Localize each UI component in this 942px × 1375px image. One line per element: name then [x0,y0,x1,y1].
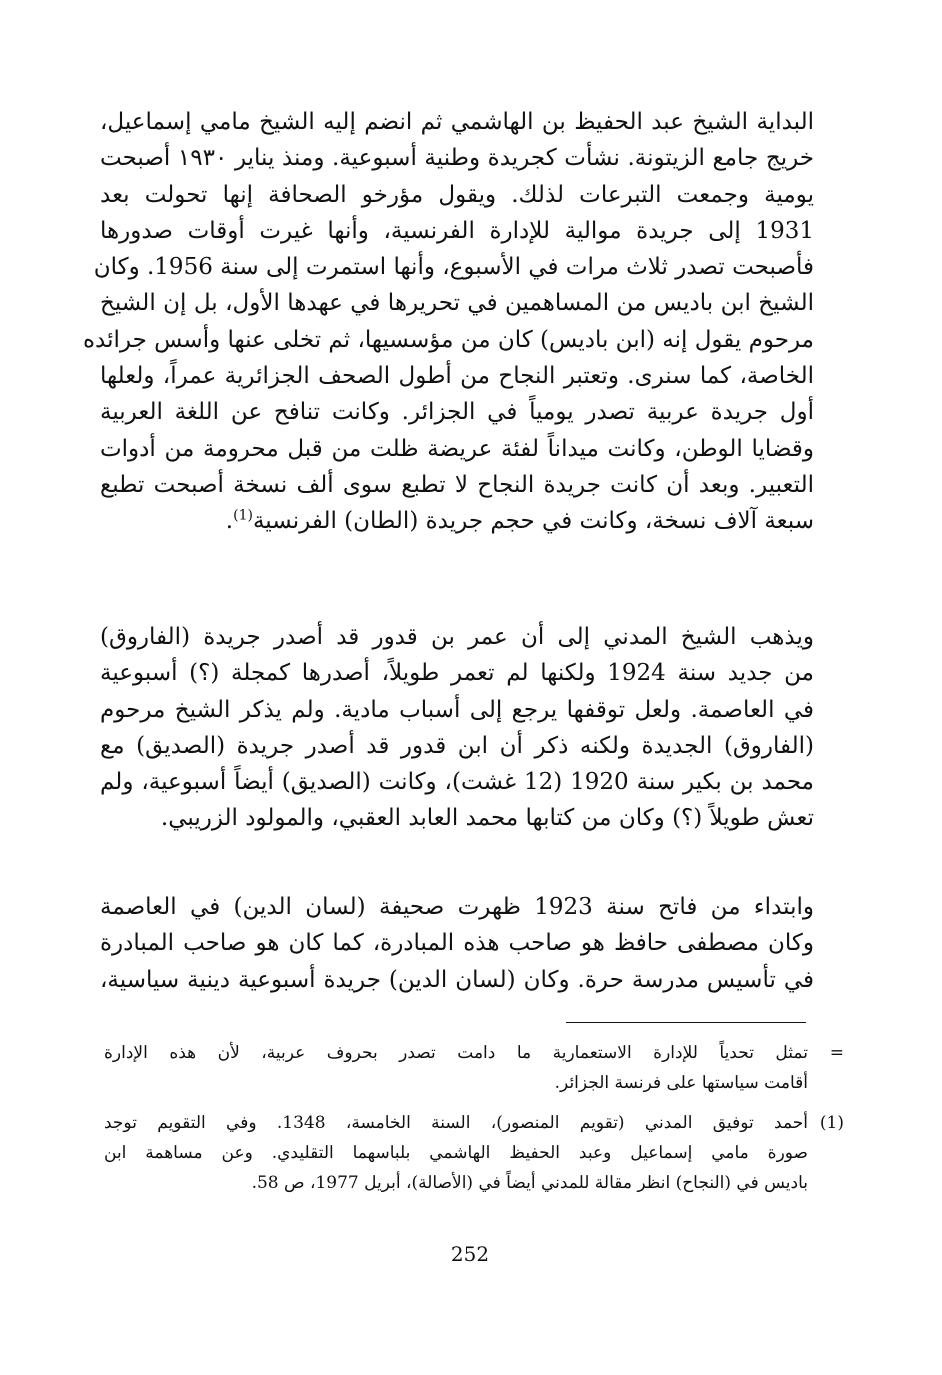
footnote-separator [566,1022,806,1023]
text-line: الخاصة، كما سنرى. وتعتبر النجاح من أطول الصحف الجزائرية عمراً، ولعلها [100,363,814,390]
footnote-line: صورة مامي إسماعيل وعبد الحفيظ الهاشمي بلباسهما التقليدي. وعن مساهمة ابن [104,1143,808,1163]
text-line-end: . [225,508,234,535]
text-line: البداية الشيخ عبد الحفيظ بن الهاشمي ثم انضم إليه الشيخ مامي إسماعيل، [100,109,814,135]
text-line: من جديد سنة 1924 ولكنها لم تعمر طويلاً، أصدرها كمجلة (؟) أسبوعية [100,660,814,687]
text-line: 1931 إلى جريدة موالية للإدارة الفرنسية، وأنها غيرت أوقات صدورها [100,217,814,244]
footnote-1 [104,1108,844,1200]
text-line: وابتداء من فاتح سنة 1923 ظهرت صحيفة (لسان الدين) في العاصمة [100,894,814,920]
footnote-continuation [104,1038,844,1100]
text-line: الشيخ ابن باديس من المساهمين في تحريرها في عهدها الأول، بل إن الشيخ [100,290,814,317]
text-line-last [100,503,814,539]
footnote-marker: (1) [819,1113,844,1133]
text-line-content: سبعة آلاف نسخة، وكانت في حجم جريدة (الطان) الفرنسية [252,508,814,535]
text-line: في تأسيس مدرسة حرة. وكان (لسان الدين) جريدة أسبوعية دينية سياسية، [100,966,814,993]
footnote-line: تمثل تحدياً للإدارة الاستعمارية ما دامت تصدر بحروف عربية، لأن هذه الإدارة [104,1043,808,1063]
paragraph-3 [100,889,814,998]
page-number: 252 [450,1242,490,1266]
paragraph-1 [82,104,814,540]
footnote-body [104,1108,808,1198]
text-line: خريج جامع الزيتونة. نشأت كجريدة وطنية أسبوعية. ومنذ يناير ١٩٣٠ أصبحت [100,145,814,172]
text-line-last: تعش طويلاً (؟) وكان من كتابها محمد العابد العقبي، والمولود الزريبي. [160,805,814,832]
text-line: التعبير. وبعد أن كانت جريدة النجاح لا تطبع سوى ألف نسخة أصبحت تطبع [100,471,814,498]
footnote-body [104,1038,808,1098]
text-line: (الفاروق) الجديدة ولكنه ذكر أن ابن قدور قد أصدر جريدة (الصديق) مع [100,732,814,759]
footnote-line-last: أقامت سياستها على فرنسة الجزائر. [554,1073,808,1093]
text-line: ويذهب الشيخ المدني إلى أن عمر بن قدور قد أصدر جريدة (الفاروق) [100,624,814,650]
text-line: وكان مصطفى حافظ هو صاحب هذه المبادرة، كما كان هو صاحب المبادرة [100,930,814,957]
text-line: أول جريدة عربية تصدر يومياً في الجزائر. وكانت تنافح عن اللغة العربية [100,399,814,426]
text-line: فأصبحت تصدر ثلاث مرات في الأسبوع، وأنها استمرت إلى سنة 1956. وكان [93,254,814,281]
text-line: وقضايا الوطن، وكانت ميداناً لفئة عريضة ظلت من قبل محرومة من أدوات [100,435,814,462]
footnote-reference: (1) [233,507,253,524]
footnote-line: أحمد توفيق المدني (تقويم المنصور)، السنة الخامسة، 1348. وفي التقويم توجد [104,1113,809,1133]
text-line: يومية وجمعت التبرعات لذلك. ويقول مؤرخو الصحافة إنها تحولت بعد [100,181,814,208]
footnote-marker: = [829,1043,844,1063]
paragraph-2 [100,619,814,837]
text-line: محمد بن بكير سنة 1920 (12 غشت)، وكانت (الصديق) أيضاً أسبوعية، ولم [100,769,814,796]
footnote-line-last: باديس في (النجاح) انظر مقالة للمدني أيضاً في (الأصالة)، أبريل 1977، ص 58. [251,1173,808,1193]
text-line: مرحوم يقول إنه (ابن باديس) كان من مؤسسيها، ثم تخلى عنها وأسس جرائده [82,326,814,353]
text-line: في العاصمة. ولعل توقفها يرجع إلى أسباب مادية. ولم يذكر الشيخ مرحوم [100,696,814,723]
